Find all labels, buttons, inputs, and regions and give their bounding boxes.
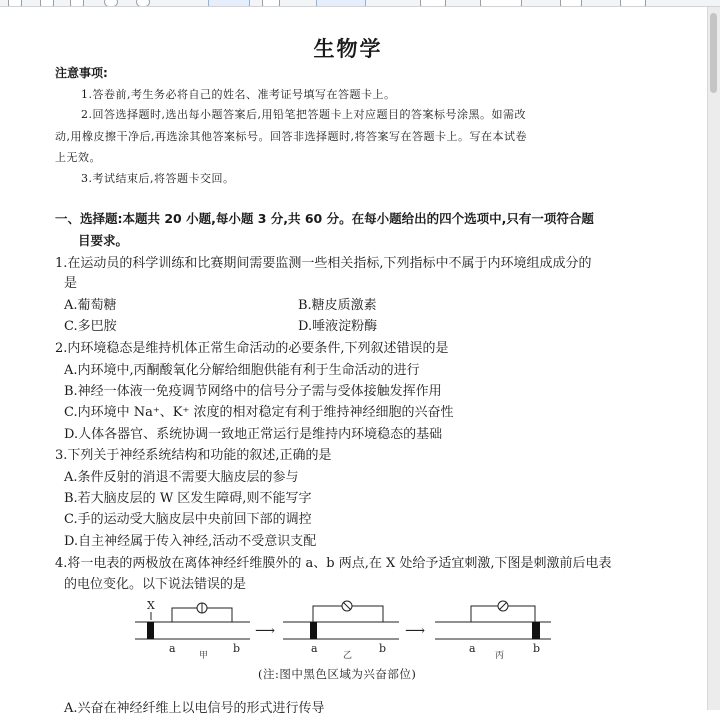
arrow-1: ⟶ <box>255 623 276 639</box>
toolbar-button[interactable] <box>480 0 522 7</box>
panel-label-yi: 乙 <box>343 651 353 661</box>
q4-stem-line2: 的电位变化。以下说法错误的是 <box>64 577 247 592</box>
toolbar-button[interactable] <box>262 0 280 7</box>
q4-option-a-partial: A.兴奋在神经纤维上以电信号的形式进行传导 <box>64 701 325 716</box>
point-b-label: b <box>233 642 241 655</box>
toolbar-button[interactable] <box>560 0 582 7</box>
toolbar-button[interactable] <box>136 0 150 7</box>
panel-label-jia: 甲 <box>199 651 209 661</box>
section-heading-line1: 一、选择题:本题共 20 小题,每小题 3 分,共 60 分。在每小题给出的四个选项中,只有一项符合题 <box>55 211 594 226</box>
toolbar-button[interactable] <box>208 0 250 7</box>
q3-option-c: C.手的运动受大脑皮层中央前回下部的调控 <box>64 512 312 527</box>
q1-option-b: B.糖皮质激素 <box>298 298 377 313</box>
excited-region <box>310 622 317 639</box>
q2-option-d: D.人体各器官、系统协调一致地正常运行是维持内环境稳态的基础 <box>64 427 443 442</box>
toolbar-button[interactable] <box>70 0 84 7</box>
panel-jia <box>135 599 250 661</box>
panel-label-bing: 丙 <box>495 651 505 661</box>
q1-option-c: C.多巴胺 <box>64 319 117 334</box>
q1-stem-line1: 1.在运动员的科学训练和比赛期间需要监测一些相关指标,下列指标中不属于内环境组成成分的 <box>55 256 592 271</box>
q2-option-c: C.内环境中 Na⁺、K⁺ 浓度的相对稳定有利于维持神经细胞的兴奋性 <box>64 405 454 420</box>
q2-stem: 2.内环境稳态是维持机体正常生命活动的必要条件,下列叙述错误的是 <box>55 341 449 356</box>
arrow-2: ⟶ <box>405 623 426 639</box>
point-b-label: b <box>379 642 387 655</box>
q3-option-b: B.若大脑皮层的 W 区发生障碍,则不能写字 <box>64 491 312 506</box>
excited-region <box>147 622 154 639</box>
q3-stem: 3.下列关于神经系统结构和功能的叙述,正确的是 <box>55 448 332 463</box>
q2-option-a: A.内环境中,丙酮酸氧化分解给细胞供能有利于生命活动的进行 <box>64 363 420 378</box>
notice-item-2-line2: 动,用橡皮擦干净后,再选涂其他答案标号。回答非选择题时,将答案写在答题卡上。写在本试卷 <box>55 130 527 143</box>
toolbar-button[interactable] <box>420 0 446 7</box>
point-a-label: a <box>169 642 176 655</box>
diagram-caption: (注:图中黑色区域为兴奋部位) <box>258 667 417 681</box>
notice-item-2-line3: 上无效。 <box>55 151 101 164</box>
section-heading-line2: 目要求。 <box>78 233 129 248</box>
panel-bing <box>435 601 551 661</box>
notice-item-1: 1.答卷前,考生务必将自己的姓名、准考证号填写在答题卡上。 <box>81 88 396 101</box>
notice-item-2-line1: 2.回答选择题时,选出每小题答案后,用铅笔把答题卡上对应题目的答案标号涂黑。如需改 <box>81 108 526 121</box>
q3-option-a: A.条件反射的消退不需要大脑皮层的参与 <box>64 470 299 485</box>
excited-region <box>532 622 540 639</box>
point-a-label: a <box>469 642 476 655</box>
toolbar-button[interactable] <box>104 0 118 7</box>
page-title: 生物学 <box>313 36 383 61</box>
notice-item-3: 3.考试结束后,将答题卡交回。 <box>81 172 235 185</box>
q2-option-b: B.神经一体液一免疫调节网络中的信号分子需与受体接触发挥作用 <box>64 384 442 399</box>
point-b-label: b <box>533 642 541 655</box>
toolbar-button[interactable] <box>8 0 22 7</box>
stimulus-x-label: X <box>147 599 155 612</box>
nerve-fiber-diagram <box>135 598 555 664</box>
toolbar-button[interactable] <box>620 0 646 7</box>
q4-stem-line1: 4.将一电表的两极放在离体神经纤维膜外的 a、b 两点,在 X 处给予适宜刺激,下图是刺激前后电表 <box>55 556 612 571</box>
q1-stem-line2: 是 <box>64 276 78 291</box>
toolbar-button[interactable] <box>316 0 366 7</box>
notice-heading: 注意事项: <box>55 66 108 80</box>
viewer-toolbar <box>0 0 720 7</box>
panel-yi <box>283 601 399 661</box>
q1-option-a: A.葡萄糖 <box>64 298 117 313</box>
q3-option-d: D.自主神经属于传入神经,活动不受意识支配 <box>64 534 317 549</box>
toolbar-button[interactable] <box>40 0 54 7</box>
point-a-label: a <box>311 642 318 655</box>
vertical-scrollbar[interactable] <box>707 7 720 710</box>
q1-option-d: D.唾液淀粉酶 <box>298 319 378 334</box>
scrollbar-thumb[interactable] <box>710 13 717 93</box>
